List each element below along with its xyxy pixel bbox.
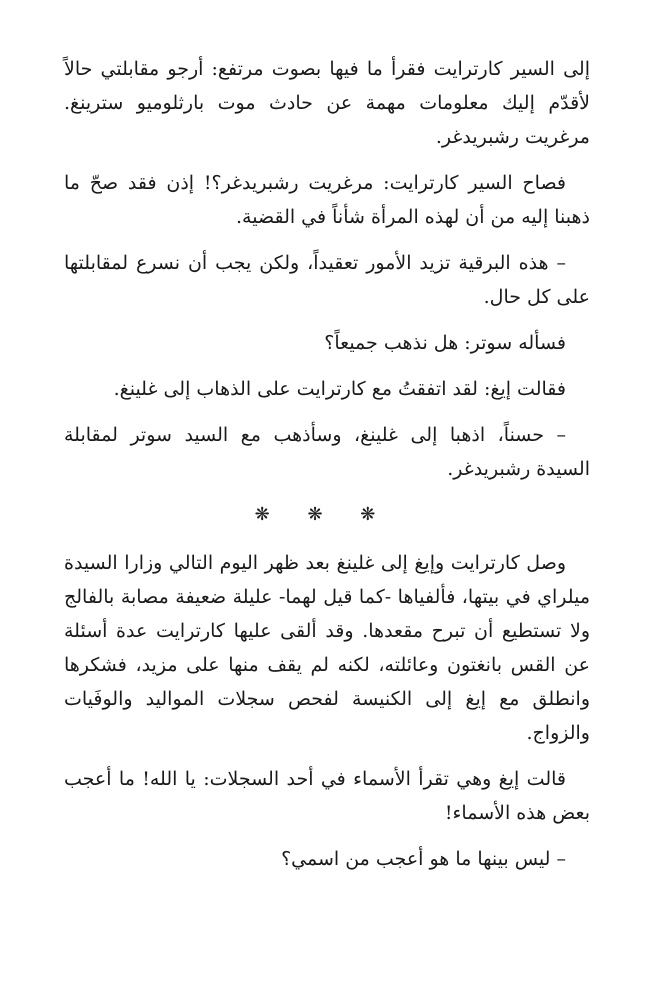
- section-separator: ❋ ❋ ❋: [254, 504, 392, 525]
- paragraph-arrival-gling: وصل كارترايت وإيغ إلى غلينغ بعد ظهر اليوم التالي وزارا السيدة ميلراي في بيتها، فألفياها -كما قيل لهما- عليلة ضعيفة مصابة بالفالج ولا تستطيع أن تبرح مقعدها. وقد ألقى عليها كارترايت عدة أسئلة عن القس بانغتون وعائلته، لكنه لم يقف منها على مزيد، فشكرها وانطلق مع إيغ إلى الكنيسة لفحص سجلات المواليد والوفَيات والزواج.: [64, 552, 590, 744]
- paragraph-cartwright-exclaims: فصاح السير كارترايت: مرغريت رشبريدغر؟! إذن فقد صحّ ما ذهبنا إليه من أن لهذه المرأة شأناً في القضية.: [64, 172, 590, 228]
- paragraph-telegram: إلى السير كارترايت فقرأ ما فيها بصوت مرتفع: أرجو مقابلتي حالاً لأقدّم إليك معلومات مهمة عن حادث موت بارثلوميو سترينغ. مرغريت رشبريدغر.: [64, 58, 590, 148]
- paragraph-my-name: – ليس بينها ما هو أعجب من اسمي؟: [281, 848, 566, 870]
- paragraph-egg-replies: فقالت إيغ: لقد اتفقتُ مع كارترايت على الذهاب إلى غلينغ.: [113, 378, 566, 400]
- paragraph-telegram-complicates: – هذه البرقية تزيد الأمور تعقيداً، ولكن يجب أن نسرع لمقابلتها على كل حال.: [64, 252, 590, 308]
- paragraph-plan: – حسناً، اذهبا إلى غلينغ، وسأذهب مع السيد سوتر لمقابلة السيدة رشبريدغر.: [64, 424, 590, 480]
- paragraph-sutter-asks: فسأله سوتر: هل نذهب جميعاً؟: [324, 332, 566, 354]
- paragraph-egg-reads-names: قالت إيغ وهي تقرأ الأسماء في أحد السجلات: يا الله! ما أعجب بعض هذه الأسماء!: [64, 768, 590, 824]
